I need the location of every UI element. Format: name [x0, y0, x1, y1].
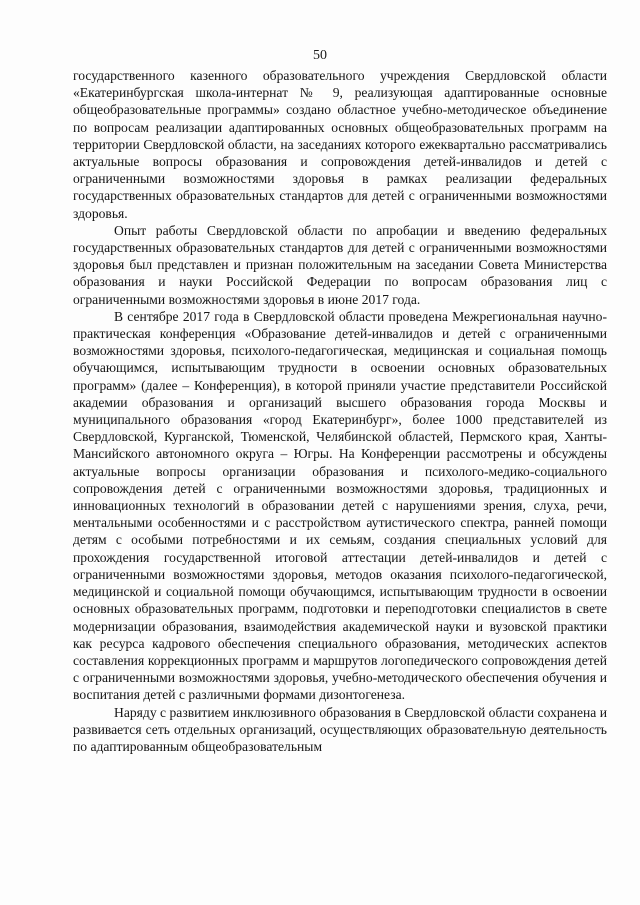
paragraph: Наряду с развитием инклюзивного образования в Свердловской области сохранена и развивается сеть отдельных организаций, осуществляющих образовательную деятельность по адаптированным общеобразовательным	[73, 704, 607, 754]
document-body	[73, 67, 607, 755]
page-number: 50	[313, 48, 327, 63]
paragraph: Опыт работы Свердловской области по апробации и введению федеральных государственных образовательных стандартов для детей с ограниченными возможностями здоровья был представлен и признан положительным на заседании Совета Министерства образования и науки Российской Федерации по вопросам образования лиц с ограниченными возможностями здоровья в июне 2017 года.	[73, 222, 607, 307]
paragraph: В сентябре 2017 года в Свердловской области проведена Межрегиональная научно-практическая конференция «Образование детей-инвалидов и детей с ограниченными возможностями здоровья, психолого-педагогическая, медицинская и социальная помощь обучающимся, испытывающим трудности в освоении основных образовательных программ» (далее – Конференция), в которой приняли участие представители Российской академии образования и организаций высшего образования города Москвы и муниципального образования «город Екатеринбург», более 1000 представителей из Свердловской, Курганской, Тюменской, Челябинской областей, Пермского края, Ханты-Мансийского автономного округа – Югры. На Конференции рассмотрены и обсуждены актуальные вопросы организации образования и психолого-медико-социального сопровождения детей с ограниченными возможностями здоровья, традиционных и инновационных технологий в образовании детей с нарушениями зрения, слуха, речи, ментальными особенностями и с расстройством аутистического спектра, ранней помощи детям с особыми потребностями и их семьям, создания специальных условий для прохождения государственной итоговой аттестации детей-инвалидов и детей с ограниченными возможностями здоровья, методов оказания психолого-педагогической, медицинской и социальной помощи обучающимся, испытывающим трудности в освоении основных образовательных программ, подготовки и переподготовки специалистов в свете модернизации образования, взаимодействия академической науки и вузовской практики как ресурса кадрового обеспечения специального образования, методических аспектов составления коррекционных программ и маршрутов логопедического сопровождения детей с ограниченными возможностями здоровья, учебно-методического обеспечения обучения и воспитания детей с различными формами дизонтогенеза.	[73, 308, 607, 703]
paragraph-continuation: государственного казенного образовательного учреждения Свердловской области «Екатеринбургская школа-интернат № 9, реализующая адаптированные основные общеобразовательные программы» создано областное учебно-методическое объединение по вопросам реализации адаптированных основных общеобразовательных программ на территории Свердловской области, на заседаниях которого ежеквартально рассматривались актуальные вопросы образования и сопровождения детей-инвалидов и детей с ограниченными возможностями здоровья в рамках реализации федеральных государственных образовательных стандартов для детей с ограниченными возможностями здоровья.	[73, 68, 607, 221]
